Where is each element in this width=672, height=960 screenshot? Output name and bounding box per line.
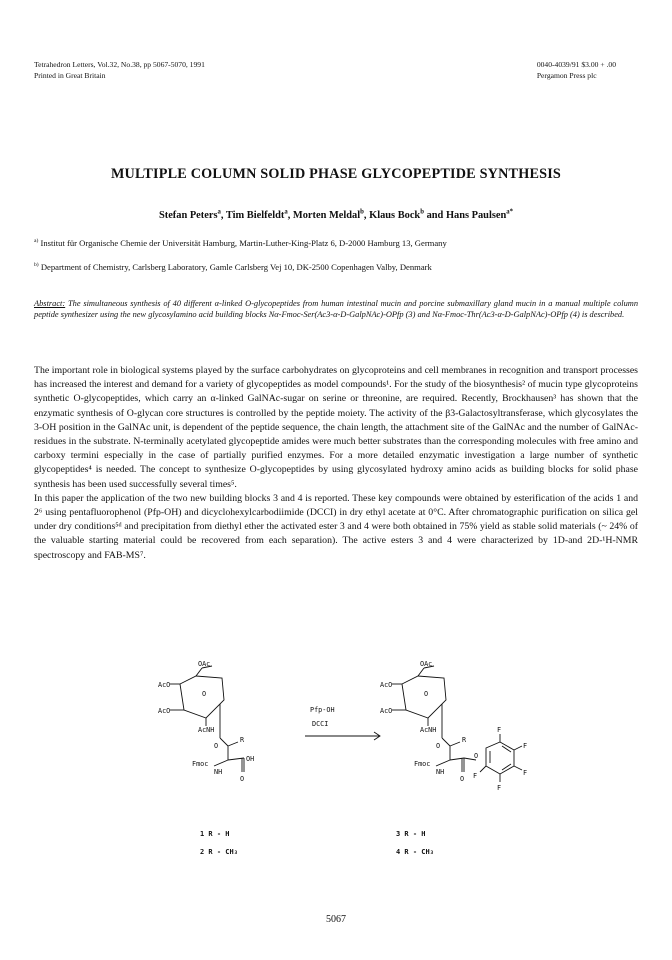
fluorine-label: F: [523, 742, 528, 750]
affiliation: $^{b)}$ Department of Chemistry, Carlsberg Laboratory, Gamle Carlsberg Vej 10, DK-2500 Copenhagen Valby, Denmark: [34, 262, 432, 272]
aco-label: AcO: [158, 681, 171, 689]
nh-label: NH: [214, 768, 223, 776]
acnh-label: AcNH: [198, 726, 215, 734]
aco-label: AcO: [380, 681, 393, 689]
oac-label: OAc: [198, 660, 211, 668]
main-text: [34, 364, 638, 563]
reaction-scheme: [140, 660, 560, 860]
paper-title: MULTIPLE COLUMN SOLID PHASE GLYCOPEPTIDE SYNTHESIS: [110, 166, 562, 182]
journal-header-right: [537, 60, 616, 81]
reagent-pfp-oh: Pfp-OH: [310, 706, 335, 714]
reaction-scheme-drawing: [140, 660, 560, 830]
aco-label: AcO: [158, 707, 171, 715]
journal-header-left: [34, 60, 205, 81]
r-group-label: R: [462, 736, 467, 744]
ring-oxygen-label: O: [202, 690, 207, 698]
fmoc-label: Fmoc: [192, 760, 209, 768]
author: Klaus Bock$^b$: [369, 208, 424, 221]
acnh-label: AcNH: [420, 726, 437, 734]
compound-caption: 4 R - CH₃: [396, 848, 434, 856]
oac-label: OAc: [420, 660, 433, 668]
author: Hans Paulsen$^{a*}$: [445, 208, 514, 221]
author: Morten Meldal$^b$: [292, 208, 364, 221]
ester-oxygen-label: O: [474, 752, 479, 760]
journal-citation: Tetrahedron Letters, Vol.32, No.38, pp 5067-5070, 1991: [34, 60, 205, 69]
compound-caption: 2 R - CH₃: [200, 848, 238, 856]
affiliation: $^{a)}$ Institut für Organische Chemie der Universität Hamburg, Martin-Luther-King-Platz 6, D-2000 Hamburg 13, Germany: [34, 238, 447, 248]
publisher: Pergamon Press plc: [536, 70, 597, 80]
price-code: 0040-4039/91 $3.00 + .00: [536, 60, 616, 69]
abstract-text: The simultaneous synthesis of 40 different α-linked O-glycopeptides from human intestinal mucin and porcine submaxillary gland mucin in a manual multiple column peptide synthesizer using the new glycosylamino acid building blocks Nα-Fmoc-Ser(Ac3-α-D-GalpNAc)-OPfp (3) and Nα-Fmoc-Thr(Ac3-α-D-GalpNAc)-OPfp (4) is described.: [34, 299, 639, 319]
fluorine-label: F: [497, 726, 502, 734]
fluorine-label: F: [473, 772, 478, 780]
compound-caption: 3 R - H: [396, 830, 426, 838]
compound-caption: 1 R - H: [200, 830, 230, 838]
abstract-label: Abstract:: [34, 299, 66, 308]
printed-in: Printed in Great Britain: [34, 70, 106, 80]
fluorine-label: F: [523, 769, 528, 777]
r-group-label: R: [240, 736, 245, 744]
carbonyl-oxygen-label: O: [460, 775, 465, 783]
author-list: Stefan Peters$^a$, Tim Bielfeldt$^a$, Morten Meldal$^b$, Klaus Bock$^b$ and Hans Paulsen$^{a*}$: [158, 208, 514, 221]
abstract: [34, 298, 638, 320]
carbonyl-oxygen-label: O: [240, 775, 245, 783]
reagent-dcci: DCCI: [312, 720, 329, 728]
aco-label: AcO: [380, 707, 393, 715]
glycosidic-oxygen-label: O: [214, 742, 219, 750]
page-number: 5067: [326, 914, 346, 925]
author: Stefan Peters$^a$: [158, 208, 221, 221]
ring-oxygen-label: O: [424, 690, 429, 698]
author: Tim Bielfeldt$^a$: [225, 208, 288, 221]
fluorine-label: F: [497, 784, 502, 792]
paragraph: In this paper the application of the two new building blocks 3 and 4 is reported. These key compounds were obtained by esterification of the acids 1 and 2⁶ using pentafluorophenol (Pfp-OH) and dicyclohexylcarbodiimide (DCCI) in dry ethyl acetate at 0°C. After chromatographic purification on silica gel under dry conditions⁵ᵈ and precipitation from diethyl ether the activated ester 3 and 4 were both obtained in 75% yield as stable solid materials (~ 24% of the valuable starting material could be recovered from each separation). The active esters 3 and 4 were characterized by 1D-and 2D-¹H-NMR spectroscopy and FAB-MS⁷.: [34, 492, 638, 561]
nh-label: NH: [436, 768, 445, 776]
fmoc-label: Fmoc: [414, 760, 431, 768]
oh-label: OH: [246, 755, 255, 763]
glycosidic-oxygen-label: O: [436, 742, 441, 750]
paragraph: The important role in biological systems played by the surface carbohydrates on glycoproteins and cell membranes in recognition and transport processes has increased the interest and demand for a variety of glycopeptides as model compounds¹. For the study of the biosynthesis² of mucin type glycoproteins synthetic O-glycopeptides, which carry an α-linked GalNAc-sugar on serine or threonine, are required. Recently, Brockhausen³ has shown that the enzymatic synthesis of O-glycan core structures is controlled by the peptide moiety. The activity of the β3-Galactosyltransferase, which glycosylates the 3-OH position in the GalNAc unit, is dependent of the peptide sequence, the chain length, the attachment site of the GalNAc and the number of GalNAc-residues in the substrate. N-terminally acetylated glycopeptide amides were much better substrates than the corresponding molecules with free amino and carboxy termini especially in the case of partially purified enzymes. For a more detailed enzymatic investigation a large number of synthetic glycopeptides⁴ is needed. The concept to synthesize O-glycopeptides by using glycosylated hydroxy amino acids as building blocks for solid phase synthesis has been used successfully several times⁵.: [34, 365, 638, 490]
